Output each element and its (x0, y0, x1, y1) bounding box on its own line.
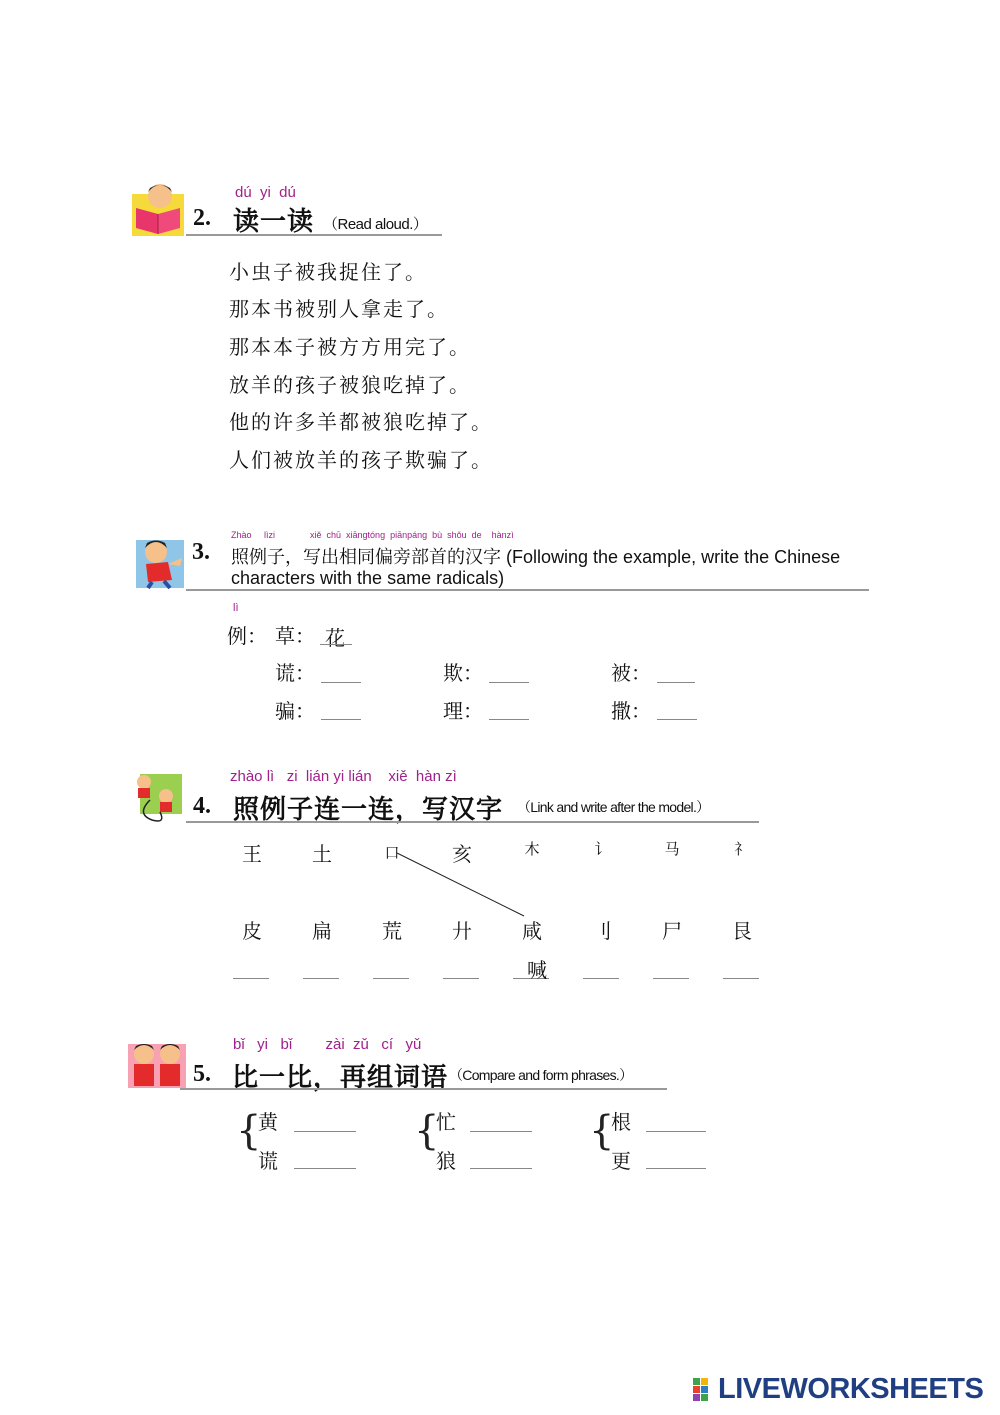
section4-top-radical[interactable]: 口 (384, 844, 400, 862)
footer-brand: LIVEWORKSHEETS (718, 1373, 984, 1405)
section3-item-6: 撒： (611, 699, 651, 723)
section2-pinyin: dú yi dú (235, 184, 296, 201)
section5-pair3-blank1[interactable] (646, 1131, 706, 1132)
section3-example-answer: 花 (325, 626, 345, 650)
section3-example-char: 草： (275, 624, 315, 648)
section4-title: 照例子连一连，写汉字 (233, 795, 504, 825)
section3-title-line-2: characters with the same radicals) (231, 568, 505, 588)
section2-line-3: 那本本子被方方用完了。 (229, 335, 471, 359)
section3-example-pinyin: lì (233, 602, 239, 614)
section4-bottom-component[interactable]: 皮 (242, 919, 262, 943)
section5-title: 比一比，再组词语 (232, 1063, 449, 1093)
section5-pair1-char2: 谎 (258, 1149, 278, 1173)
section5-pair3-blank2[interactable] (646, 1168, 706, 1169)
section2-line-1: 小虫子被我捉住了。 (229, 260, 427, 284)
section5-pair3-char2: 更 (611, 1149, 631, 1173)
section5-pair1-blank1[interactable] (294, 1131, 356, 1132)
section4-bottom-component[interactable]: 尸 (662, 919, 682, 943)
twin-kids-icon (126, 1038, 188, 1094)
section3-number: 3. (192, 539, 210, 565)
section5-pair2-blank2[interactable] (470, 1168, 532, 1169)
section4-top-radical[interactable]: 木 (524, 840, 540, 858)
section5-pair1-char1: 黄 (258, 1110, 278, 1134)
section4-pinyin: zhào lì zi lián yi lián xiě hàn zì (230, 768, 457, 785)
section5-rule (180, 1088, 667, 1090)
section4-top-radical[interactable]: 马 (664, 840, 680, 858)
section4-top-radical[interactable]: 讠 (594, 840, 610, 858)
section4-bottom-component[interactable]: 艮 (732, 919, 752, 943)
section4-bottom-component[interactable]: 咸 (522, 919, 542, 943)
section4-number: 4. (193, 793, 211, 819)
section5-pair2-char1: 忙 (436, 1110, 456, 1134)
section5-number: 5. (193, 1061, 211, 1087)
section4-english: （Link and write after the model.） (517, 799, 710, 815)
section5-pinyin: bǐ yi bǐ zài zǔ cí yǔ (233, 1036, 422, 1053)
section4-top-radical[interactable]: 礻 (734, 840, 750, 858)
section5-english: （Compare and form phrases.） (449, 1067, 633, 1083)
section3-pinyin: Zhào lìzi xiě chū xiāngtóng piānpáng bù shǒu de hànzì (231, 530, 514, 540)
section3-item-4: 骗： (275, 699, 315, 723)
section4-bottom-component[interactable]: 荒 (382, 919, 402, 943)
section3-title-line-1: 照例子，写出相同偏旁部首的汉字 (Following the example, write the Chinese (231, 547, 841, 567)
section5-brace-1: { (236, 1108, 262, 1154)
section4-bottom-component[interactable]: 廾 (452, 919, 472, 943)
section4-example-answer: 喊 (527, 958, 547, 982)
section4-top-radical[interactable]: 亥 (452, 842, 472, 866)
section5-pair2-blank1[interactable] (470, 1131, 532, 1132)
section5-pair2-char2: 狼 (436, 1149, 456, 1173)
section3-item-5: 理： (443, 699, 483, 723)
section4-top-radical[interactable]: 王 (242, 842, 262, 866)
section2-number: 2. (193, 205, 211, 231)
section3-item-3: 被： (611, 661, 651, 685)
section3-item-2: 欺： (443, 661, 483, 685)
section3-example-label: 例： (227, 624, 267, 648)
section5-pair1-blank2[interactable] (294, 1168, 356, 1169)
section5-brace-2: { (414, 1108, 440, 1154)
section4-bottom-component[interactable]: 刂 (592, 919, 612, 943)
section2-line-2: 那本书被别人拿走了。 (229, 297, 449, 321)
section3-item-1: 谎： (275, 661, 315, 685)
section4-top-radical[interactable]: 土 (312, 842, 332, 866)
section5-brace-3: { (589, 1108, 615, 1154)
section4-bottom-component[interactable]: 扁 (312, 919, 332, 943)
section2-line-4: 放羊的孩子被狼吃掉了。 (229, 373, 471, 397)
liveworksheets-logo-icon (693, 1378, 717, 1406)
section5-pair3-char1: 根 (611, 1110, 631, 1134)
section2-english: （Read aloud.） (323, 216, 428, 233)
section2-line-6: 人们被放羊的孩子欺骗了。 (229, 448, 493, 472)
section2-line-5: 他的许多羊都被狼吃掉了。 (229, 410, 493, 434)
section2-title: 读一读 (233, 207, 315, 237)
